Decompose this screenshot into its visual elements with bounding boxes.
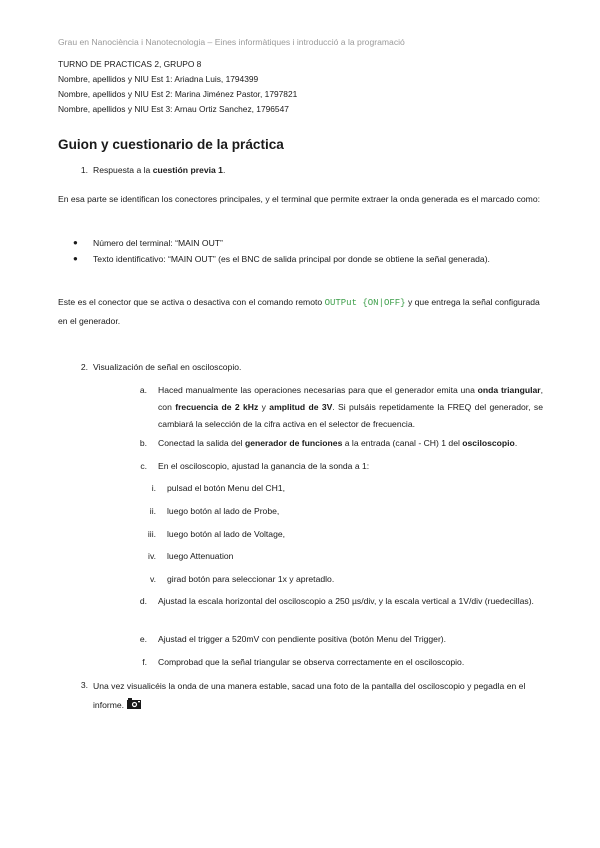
page-title: Guion y cuestionario de la práctica bbox=[58, 137, 284, 152]
bullet-dot: ● bbox=[73, 238, 78, 247]
code-snippet: OUTPut {ON|OFF} bbox=[324, 298, 406, 308]
q2c-iv-label: iv. bbox=[148, 551, 156, 561]
q3-number: 3. bbox=[80, 680, 88, 690]
q2c-i-text: pulsad el botón Menu del CH1, bbox=[167, 483, 286, 493]
q2d-text: Ajustad la escala horizontal del osciloscopio a 250 µs/div, y la escala vertical a 1V/div (ruedecillas). bbox=[158, 596, 534, 606]
q2c-label: c. bbox=[140, 461, 147, 471]
q1-bullet-1: Número del terminal: “MAIN OUT” bbox=[93, 238, 223, 248]
q2-number: 2. bbox=[80, 362, 88, 372]
student-info bbox=[58, 57, 297, 117]
q2c-v-text: girad botón para seleccionar 1x y apretadlo. bbox=[167, 574, 335, 584]
q2e-label: e. bbox=[139, 634, 147, 644]
q2d-label: d. bbox=[139, 596, 147, 606]
q1-number: 1. bbox=[80, 165, 88, 175]
student-1-line: Nombre, apellidos y NIU Est 1: Ariadna Luis, 1794399 bbox=[58, 74, 259, 84]
q2c-iii-text: luego botón al lado de Voltage, bbox=[167, 529, 286, 539]
q2c-iv-text: luego Attenuation bbox=[167, 551, 234, 561]
student-2-line: Nombre, apellidos y NIU Est 2: Marina Jiménez Pastor, 1797821 bbox=[58, 89, 298, 99]
q2e-text: Ajustad el trigger a 520mV con pendiente positiva (botón Menu del Trigger). bbox=[158, 634, 447, 644]
q2a-text: Haced manualmente las operaciones necesarias para que el generador emita una onda triangular, con frecuencia de 2 kHz y amplitud de 3V. Si pulsáis repetidamente la FREQ del generador, se cambiará la selección de la cifra activa en el selector de frecuencia. bbox=[158, 385, 543, 429]
q2-heading: Visualización de señal en osciloscopio. bbox=[93, 362, 242, 372]
q2c-ii-text: luego botón al lado de Probe, bbox=[167, 506, 280, 516]
q3-text: Una vez visualicéis la onda de una manera estable, sacad una foto de la pantalla del osciloscopio y pegadla en el informe. bbox=[93, 677, 545, 716]
q1-outro: Este es el conector que se activa o desactiva con el comando remoto OUTPut {ON|OFF} y que entrega la señal configurada en el generador. bbox=[58, 297, 540, 326]
q2f-label: f. bbox=[142, 657, 147, 667]
q1-bullet-2: Texto identificativo: “MAIN OUT” (es el BNC de salida principal por donde se obtiene la señal generada). bbox=[93, 254, 490, 264]
bullet-dot: ● bbox=[73, 254, 78, 263]
q1-heading: Respuesta a la cuestión previa 1. bbox=[93, 165, 226, 175]
q2c-iii-label: iii. bbox=[147, 529, 156, 539]
student-3-line: Nombre, apellidos y NIU Est 3: Arnau Ortiz Sanchez, 1796547 bbox=[58, 104, 289, 114]
turno-line: TURNO DE PRACTICAS 2, GRUPO 8 bbox=[58, 59, 202, 69]
q2b-text: Conectad la salida del generador de funciones a la entrada (canal - CH) 1 del osciloscopio. bbox=[158, 438, 518, 448]
page-header: Grau en Nanociència i Nanotecnologia – Eines informàtiques i introducció a la programació bbox=[58, 37, 405, 47]
camera-icon bbox=[127, 697, 141, 716]
q2f-text: Comprobad que la señal triangular se observa correctamente en el osciloscopio. bbox=[158, 657, 465, 667]
q1-intro: En esa parte se identifican los conectores principales, y el terminal que permite extraer la onda generada es el marcado como: bbox=[58, 194, 540, 204]
q2c-text: En el osciloscopio, ajustad la ganancia de la sonda a 1: bbox=[158, 461, 370, 471]
q2c-i-label: i. bbox=[151, 483, 156, 493]
q2c-v-label: v. bbox=[149, 574, 156, 584]
q2a-label: a. bbox=[139, 385, 147, 395]
q2b-label: b. bbox=[139, 438, 147, 448]
q2c-ii-label: ii. bbox=[149, 506, 156, 516]
